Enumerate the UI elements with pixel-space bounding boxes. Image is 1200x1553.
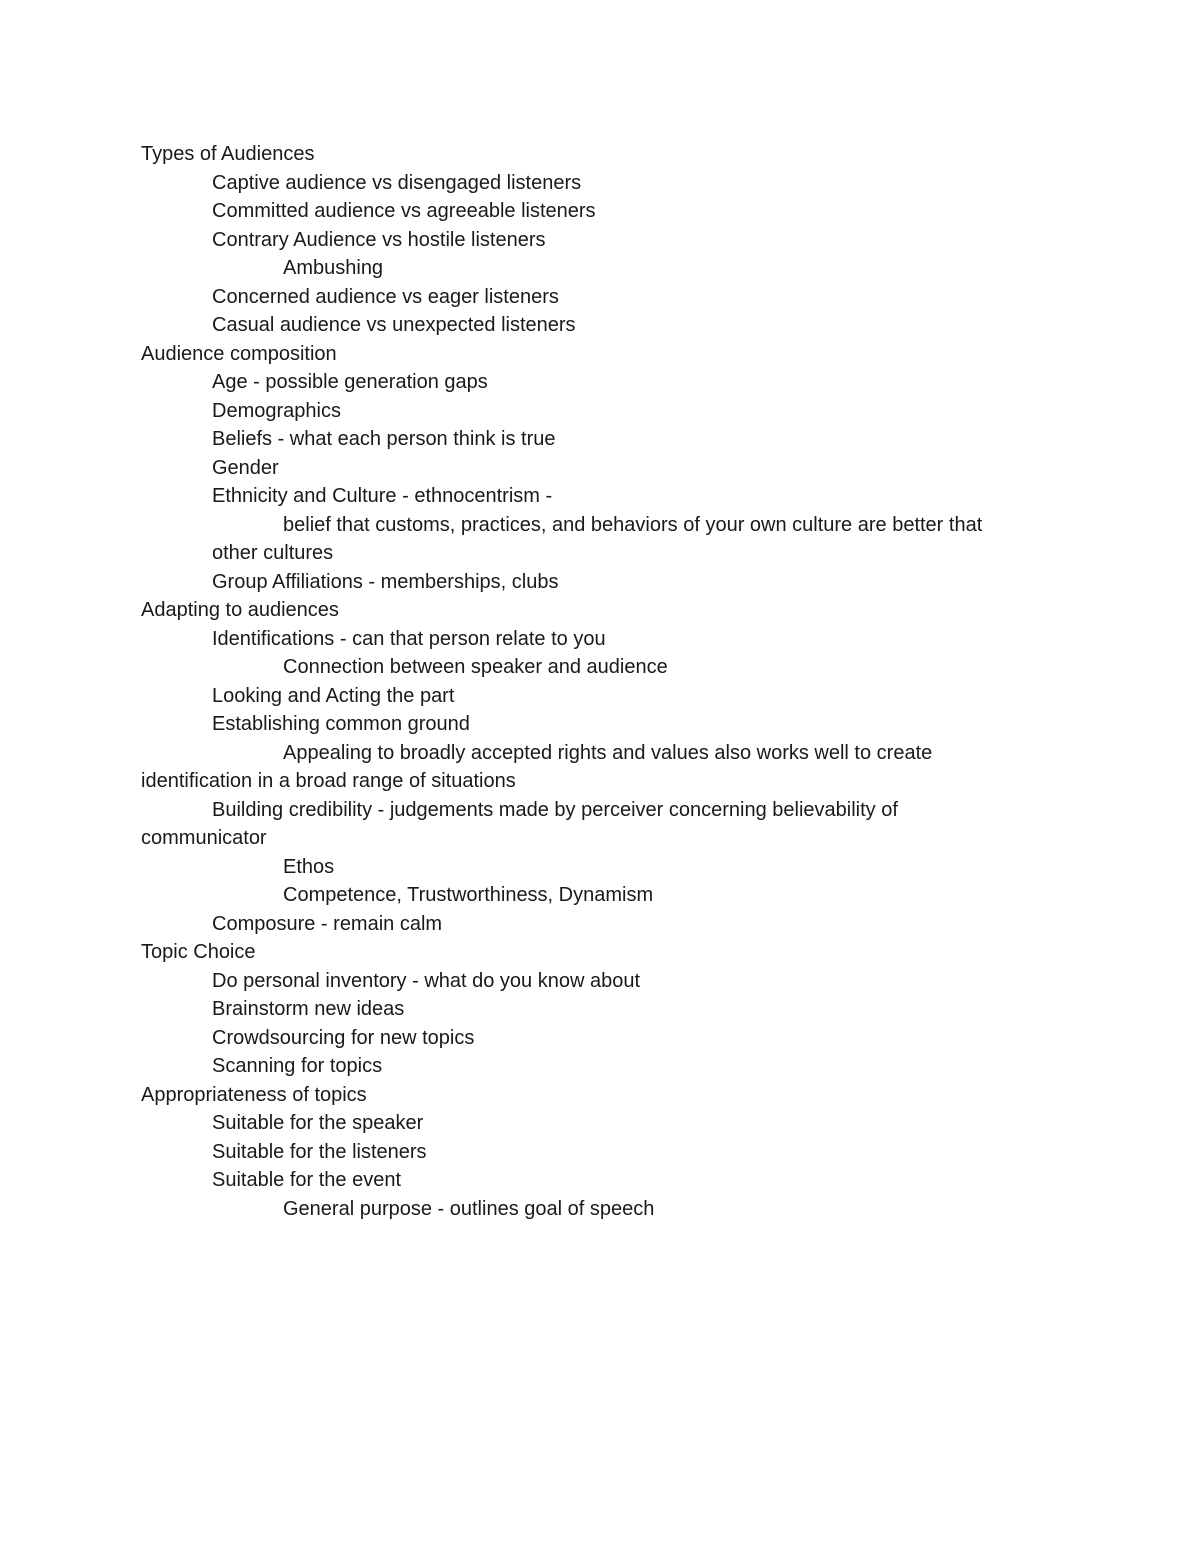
outline-item: Beliefs - what each person think is true [212, 428, 556, 450]
outline-subitem: Ambushing [283, 257, 384, 279]
outline-subitem: Connection between speaker and audience [283, 656, 668, 678]
outline-item-continuation: communicator [141, 827, 267, 849]
outline-item: Group Affiliations - memberships, clubs [212, 570, 559, 593]
outline-item: Scanning for topics [212, 1055, 383, 1077]
document-body [141, 140, 1061, 1223]
outline-subitem: Appealing to broadly accepted rights and values also works well to create [283, 741, 933, 764]
outline-item: Age - possible generation gaps [212, 371, 488, 393]
outline-item: Ethnicity and Culture - ethnocentrism - [212, 485, 553, 507]
outline-item: Demographics [212, 399, 341, 422]
outline-item: Suitable for the event [212, 1169, 402, 1191]
outline-item: Suitable for the speaker [212, 1112, 424, 1134]
heading-topic-choice: Topic Choice [141, 941, 256, 963]
outline-subitem: General purpose - outlines goal of speech [283, 1197, 655, 1220]
outline-item: Do personal inventory - what do you know about [212, 969, 641, 992]
outline-item: Identifications - can that person relate to you [212, 627, 606, 650]
outline-item: Contrary Audience vs hostile listeners [212, 228, 546, 251]
outline-item: Brainstorm new ideas [212, 998, 405, 1020]
outline-item: Crowdsourcing for new topics [212, 1026, 475, 1049]
outline-subitem-continuation: identification in a broad range of situations [141, 770, 516, 792]
heading-types-of-audiences: Types of Audiences [141, 143, 315, 165]
outline-item: Building credibility - judgements made by perceiver concerning believability of [212, 798, 898, 821]
outline-item: Looking and Acting the part [212, 684, 455, 707]
outline-item: Concerned audience vs eager listeners [212, 285, 559, 308]
outline-item: Captive audience vs disengaged listeners [212, 171, 582, 194]
outline-subitem: Ethos [283, 855, 335, 878]
heading-appropriateness-of-topics: Appropriateness of topics [141, 1083, 367, 1106]
outline-item: Composure - remain calm [212, 912, 443, 935]
outline-item: Establishing common ground [212, 713, 470, 735]
outline-item: Suitable for the listeners [212, 1140, 427, 1163]
outline-item: Gender [212, 456, 279, 479]
outline-item: Committed audience vs agreeable listeners [212, 200, 596, 222]
outline-subitem: belief that customs, practices, and behaviors of your own culture are better that [283, 513, 983, 536]
heading-adapting-to-audiences: Adapting to audiences [141, 599, 339, 621]
heading-audience-composition: Audience composition [141, 342, 337, 365]
outline-item: Casual audience vs unexpected listeners [212, 314, 576, 336]
outline-subitem: Competence, Trustworthiness, Dynamism [283, 884, 654, 906]
outline-item-continuation: other cultures [212, 542, 334, 564]
